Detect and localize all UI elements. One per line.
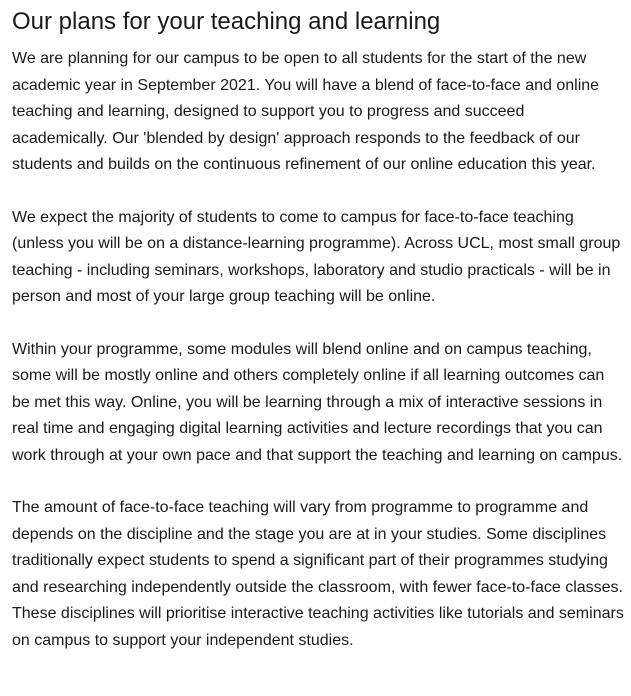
paragraph-face-to-face-expectation: We expect the majority of students to come to campus for face-to-face teaching (unless you will be on a distance-learning programme). Across UCL, most small group teaching - including seminars, workshops, laboratory and studio practicals - will be in person and most of your large group teaching will be online. <box>12 208 621 305</box>
section-heading: Our plans for your teaching and learning <box>12 8 441 35</box>
paragraph-teaching-amount: The amount of face-to-face teaching will vary from programme to programme and depends on the discipline and the stage you are at in your studies. Some disciplines traditionally expect students to spend a significant part of their programmes studying and researching independently outside the classroom, with fewer face-to-face classes. These disciplines will prioritise interactive teaching activities like tutorials and seminars on campus to support your independent studies. <box>12 499 624 649</box>
article-section <box>12 6 624 680</box>
paragraph-campus-opening: We are planning for our campus to be open to all students for the start of the new academic year in September 2021. You will have a blend of face-to-face and online teaching and learning, designed to support you to progress and succeed academically. Our 'blended by design' approach responds to the feedback of our students and builds on the continuous refinement of our online education this year. <box>12 50 600 173</box>
paragraph-programme-blend: Within your programme, some modules will blend online and on campus teaching, some will be mostly online and others completely online if all learning outcomes can be met this way. Online, you will be learning through a mix of interactive sessions in real time and engaging digital learning activities and lecture recordings that you can work through at your own pace and that support the teaching and learning on campus. <box>12 340 623 464</box>
